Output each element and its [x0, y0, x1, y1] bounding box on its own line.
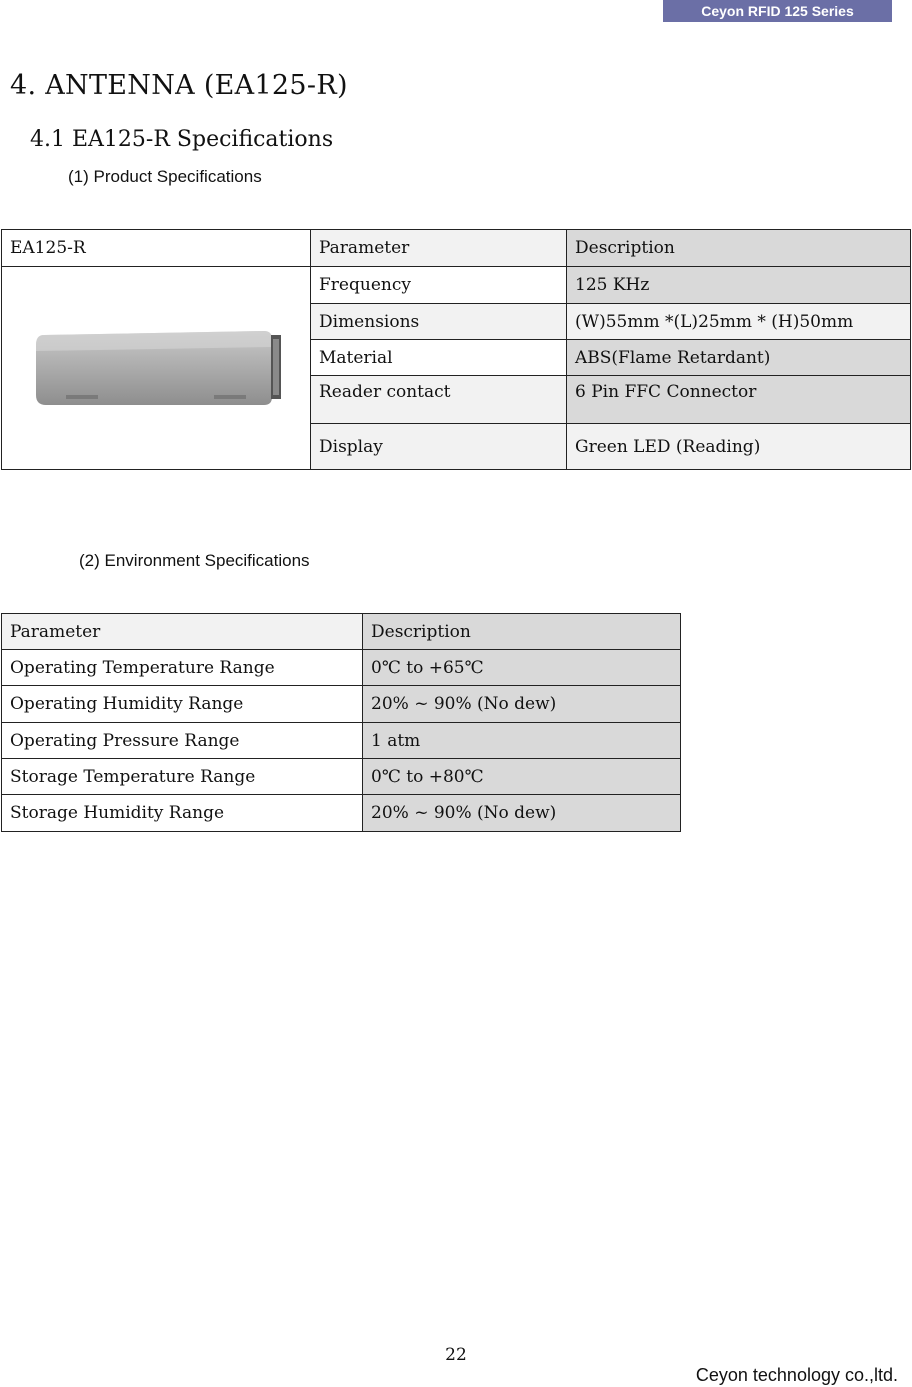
column-header-description: Description [363, 614, 681, 650]
table-row [2, 686, 681, 723]
section-subtitle: 4.1 EA125-R Specifications [30, 127, 334, 152]
param-cell: Storage Temperature Range [2, 759, 363, 795]
param-cell: Storage Humidity Range [2, 795, 363, 832]
desc-cell: 1 atm [363, 723, 681, 759]
param-cell: Display [311, 424, 567, 470]
desc-cell: (W)55mm *(L)25mm * (H)50mm [567, 304, 911, 340]
column-header-model: EA125-R [2, 230, 311, 267]
param-cell: Operating Pressure Range [2, 723, 363, 759]
desc-cell: ABS(Flame Retardant) [567, 340, 911, 376]
param-cell: Dimensions [311, 304, 567, 340]
section-title: 4. ANTENNA (EA125-R) [10, 70, 348, 101]
param-cell: Reader contact [311, 376, 567, 424]
page-number: 22 [445, 1345, 467, 1365]
desc-cell: 6 Pin FFC Connector [567, 376, 911, 424]
company-footer: Ceyon technology co.,ltd. [695, 1365, 898, 1385]
desc-cell: 0℃ to +65℃ [363, 650, 681, 686]
table-row [2, 723, 681, 759]
environment-spec-table [1, 613, 681, 832]
desc-cell: 20% ~ 90% (No dew) [363, 795, 681, 832]
table-row [2, 759, 681, 795]
column-header-parameter: Parameter [2, 614, 363, 650]
antenna-device-image [26, 323, 286, 413]
desc-cell: 0℃ to +80℃ [363, 759, 681, 795]
series-badge: Ceyon RFID 125 Series [663, 0, 892, 22]
param-cell: Frequency [311, 267, 567, 304]
table-row [2, 267, 911, 304]
table-header-row [2, 614, 681, 650]
environment-spec-heading: (2) Environment Specifications [79, 551, 310, 570]
product-spec-table [1, 229, 911, 470]
param-cell: Operating Humidity Range [2, 686, 363, 723]
table-row [2, 795, 681, 832]
desc-cell: 20% ~ 90% (No dew) [363, 686, 681, 723]
product-image-cell [2, 267, 311, 470]
column-header-parameter: Parameter [311, 230, 567, 267]
product-spec-heading: (1) Product Specifications [68, 167, 262, 186]
table-row [2, 650, 681, 686]
param-cell: Operating Temperature Range [2, 650, 363, 686]
desc-cell: Green LED (Reading) [567, 424, 911, 470]
column-header-description: Description [567, 230, 911, 267]
param-cell: Material [311, 340, 567, 376]
desc-cell: 125 KHz [567, 267, 911, 304]
table-header-row [2, 230, 911, 267]
